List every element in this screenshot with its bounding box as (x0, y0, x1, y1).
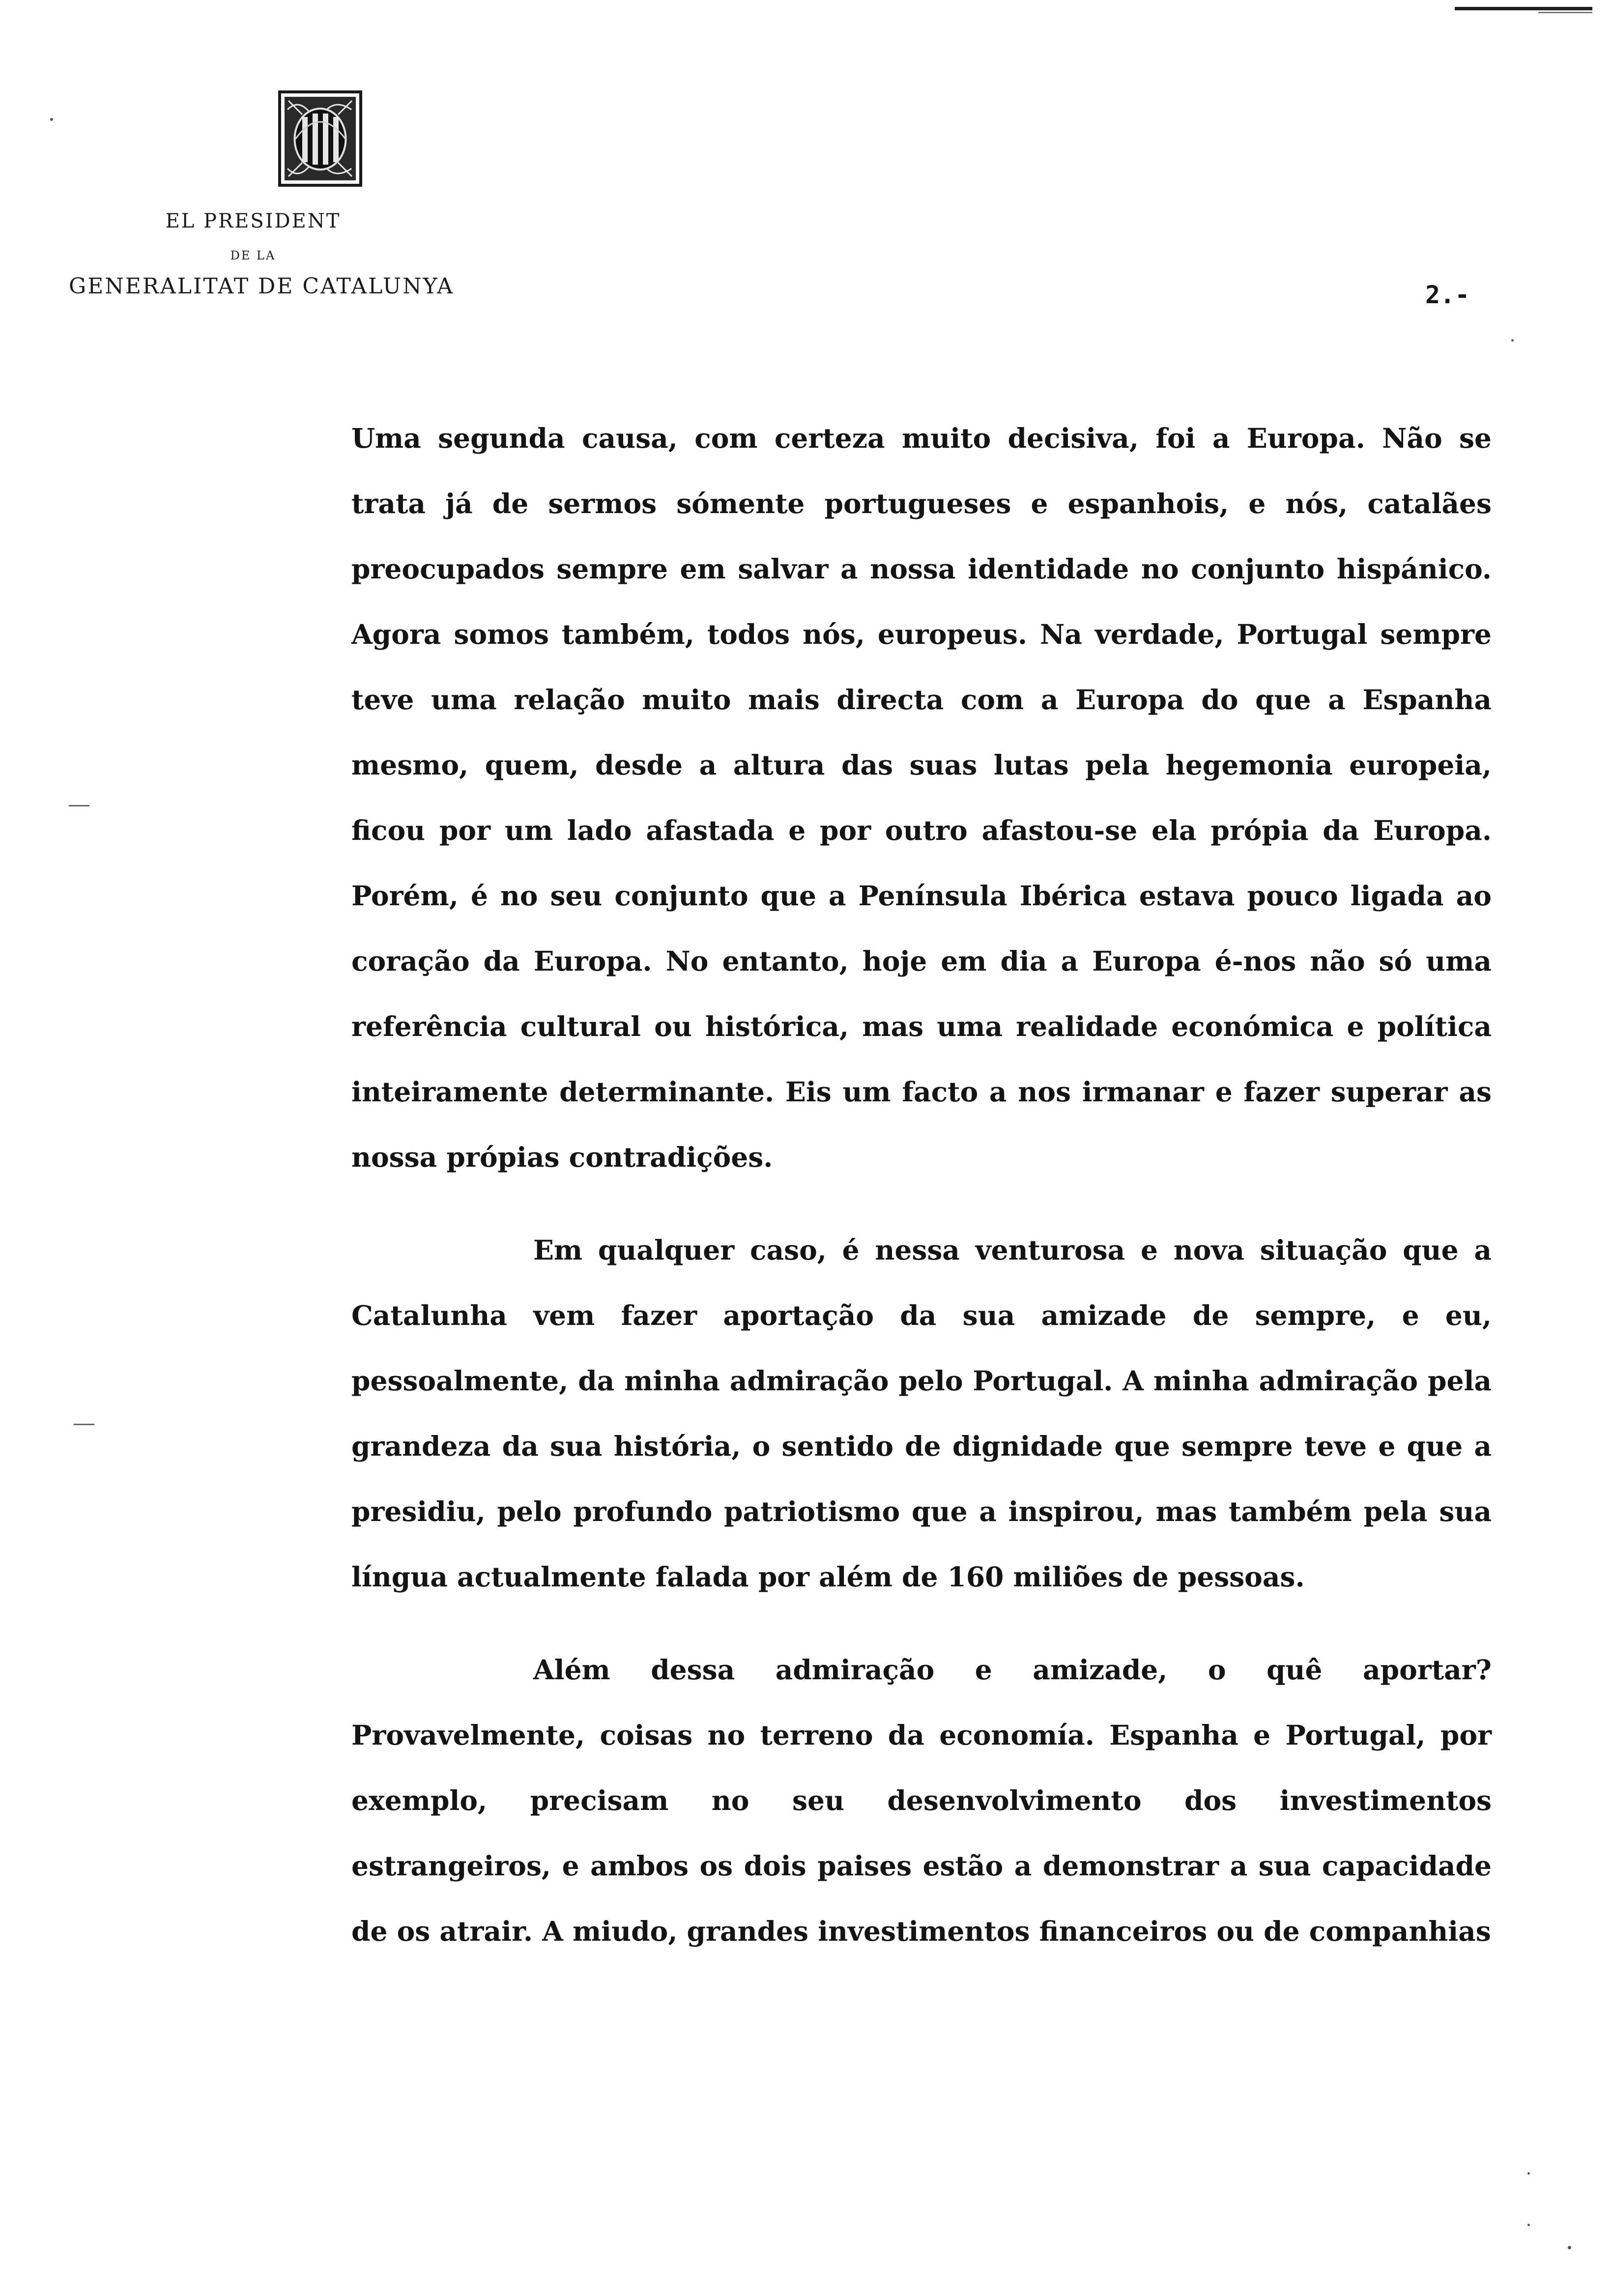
page-number: 2.- (1425, 281, 1470, 309)
letter-body (351, 405, 1492, 1964)
generalitat-emblem-icon (278, 90, 363, 187)
scan-speck (1527, 2172, 1530, 2175)
letterhead-institution: GENERALITAT DE CATALUNYA (69, 274, 454, 299)
scan-speck (1527, 2224, 1530, 2226)
paragraph-3: Além dessa admiração e amizade, o quê aportar? Provavelmente, coisas no terreno da economía. Espanha e Portugal, por exemplo, precisam no seu desenvolvimento dos investimentos estrangeiros, e ambos os dois paises estão a demonstrar a sua capacidade de os atrair. A miudo, grandes investimentos financeiros ou de companhias (351, 1654, 1492, 1947)
margin-mark (74, 1424, 94, 1425)
scan-edge-mark-thin (1538, 12, 1592, 13)
margin-mark (69, 805, 89, 806)
scan-edge-mark (1455, 7, 1592, 10)
paragraph-2: Em qualquer caso, é nessa venturosa e nova situação que a Catalunha vem fazer aportação da sua amizade de sempre, e eu, pessoalmente, da minha admiração pelo Portugal. A minha admiração pela grandeza da sua história, o sentido de dignidade que sempre teve e que a presidiu, pelo profundo patriotismo que a inspirou, mas também pela sua língua actualmente falada por além de 160 miliões de pessoas. (351, 1234, 1492, 1593)
paragraph-1: Uma segunda causa, com certeza muito decisiva, foi a Europa. Não se trata já de sermos sómente portugueses e espanhois, e nós, catalães preocupados sempre em salvar a nossa identidade no conjunto hispánico. Agora somos também, todos nós, europeus. Na verdade, Portugal sempre teve uma relação muito mais directa com a Europa do que a Espanha mesmo, quem, desde a altura das suas lutas pela hegemonia europeia, ficou por um lado afastada e por outro afastou-se ela própia da Europa. Porém, é no seu conjunto que a Península Ibérica estava pouco ligada ao coração da Europa. No entanto, hoje em dia a Europa é-nos não só uma referência cultural ou histórica, mas uma realidade económica e política inteiramente determinante. Eis um facto a nos irmanar e fazer superar as nossa própias contradições. (351, 422, 1492, 1173)
scan-speck (1568, 2246, 1571, 2249)
scan-speck (50, 118, 53, 121)
letterhead-connector: DE LA (230, 249, 276, 262)
scan-speck (1511, 339, 1514, 342)
letterhead-title: EL PRESIDENT (165, 210, 341, 232)
